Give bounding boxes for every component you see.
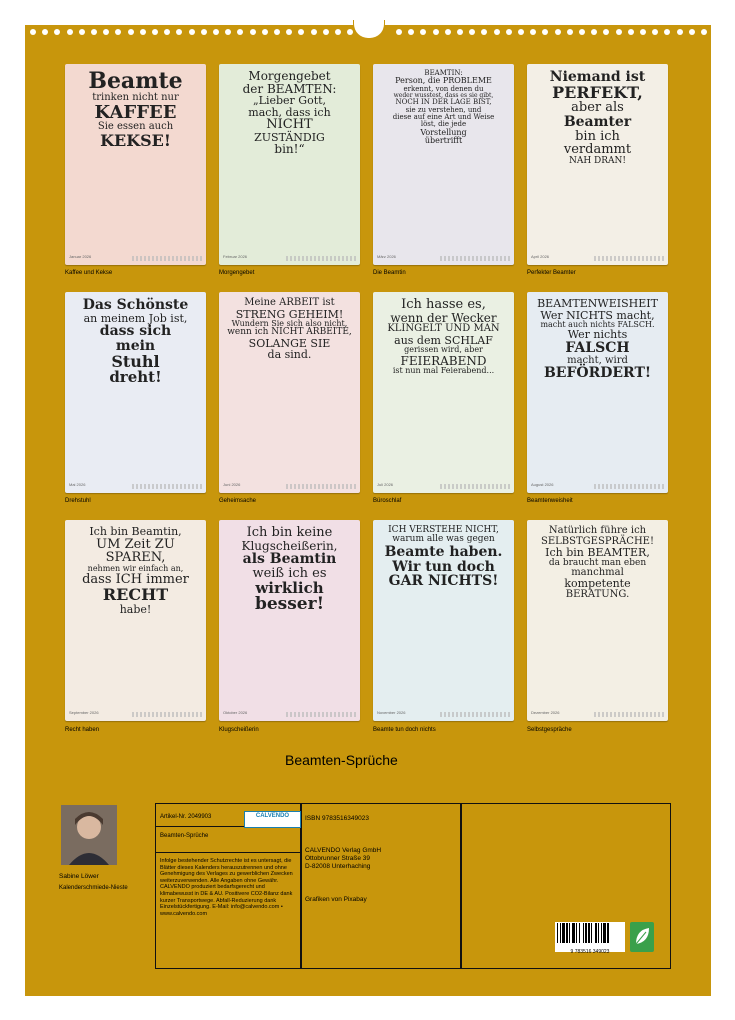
quote-text [373,64,514,265]
eco-leaf-icon [630,922,654,952]
month-caption: Beamtenweisheit [527,498,573,504]
binding-hole [542,29,548,35]
quote-line: Beamter [563,114,632,131]
quote-line: Beamte haben. [384,543,503,560]
binding-hole [128,29,134,35]
barcode-bar [598,923,599,943]
month-strip [377,482,510,490]
binding-hole [201,29,207,35]
barcode-bar [583,923,584,943]
binding-hole [408,29,414,35]
quote-text [219,520,360,721]
publisher-line-3: D-82008 Unterhaching [305,863,371,870]
quote-line: Vorstellung [420,127,467,137]
month-card [219,520,360,721]
binding-hole [335,29,341,35]
month-strip [223,710,356,718]
month-label: September 2026 [69,710,99,715]
binding-hole [67,29,73,35]
binding-hole [115,29,121,35]
quote-line: dreht! [109,368,162,387]
barcode-bar [607,923,609,943]
binding-hole [274,29,280,35]
quote-line: wenn der Wecker [390,310,497,325]
barcode-bar [585,923,587,943]
barcode-bar [603,923,606,943]
binding-hole [481,29,487,35]
month-strip [531,710,664,718]
quote-line: Ich hasse es, [401,297,486,312]
quote-line: STRENG GEHEIM! [235,307,344,321]
binding-hole [591,29,597,35]
month-label: April 2026 [531,254,550,259]
quote-line: besser! [254,594,325,615]
month-strip [531,254,664,262]
binding-hole [140,29,146,35]
month-card [373,64,514,265]
binding-hole [530,29,536,35]
quote-line: macht, wird [567,354,628,366]
quote-line: KAFFEE [94,101,177,123]
quote-line: erkennt, von denen du [403,84,484,93]
barcode-bar [566,923,568,943]
quote-line: bin!“ [274,142,305,157]
month-card [65,292,206,493]
binding-hole [176,29,182,35]
quote-line: manchmal [571,566,624,578]
binding-hole [237,29,243,35]
month-strip [223,482,356,490]
binding-hole [164,29,170,35]
quote-text [65,520,206,721]
quote-text [527,64,668,265]
barcode-bar [560,923,561,943]
quote-line: PERFEKT, [552,82,643,102]
binding-hole [347,29,353,35]
barcode-bar [562,923,565,943]
quote-line: SOLANGE SIE [248,336,331,350]
quote-line: NICHT [266,117,313,133]
binding-hole [420,29,426,35]
quote-text [65,64,206,265]
month-label: Mai 2026 [69,482,86,487]
month-caption: Perfekter Beamter [527,270,576,276]
quote-line: Das Schönste [82,297,189,313]
quote-line: macht auch nichts FALSCH. [540,320,655,330]
binding-hole [225,29,231,35]
binding-hole [664,29,670,35]
barcode: 9 783516 349023 [555,922,625,952]
quote-line: Natürlich führe ich [548,525,647,536]
quote-line: ICH VERSTEHE NICHT, [388,525,499,535]
barcode-bar [576,923,577,943]
month-label: Oktober 2026 [223,710,248,715]
quote-line: gerissen wird, aber [404,345,483,355]
binding-hole [701,29,707,35]
quote-line: an meinem Job ist, [83,311,188,325]
binding-hole [311,29,317,35]
quote-line: da sind. [267,348,312,362]
barcode-bar [595,923,597,943]
quote-line: dass sich [99,323,172,340]
binding-hole [79,29,85,35]
month-strip [69,710,202,718]
barcode-bar [601,923,602,943]
month-label: Februar 2026 [223,254,248,259]
quote-line: Ich bin Beamtin, [89,525,182,538]
quote-line: Ich bin keine [246,525,333,540]
month-label: März 2026 [377,254,396,259]
quote-line: als Beamtin [242,551,337,568]
product-name: Beamten-Sprüche [160,833,209,839]
quote-line: Sie essen auch [97,121,174,133]
month-card [65,520,206,721]
quote-line: da braucht man eben [548,557,647,568]
author-brand: Kalenderschmiede-Nieste [59,885,128,891]
binding-hole [91,29,97,35]
quote-line: löst, die jede [420,120,467,129]
month-caption: Die Beamtin [373,270,406,276]
binding-hole [494,29,500,35]
quote-line: weder wusstest, dass es sie gibt, [393,92,494,100]
legal-text: Infolge bestehender Schutzrechte ist es untersagt, die Blätter dieses Kalenders herauszutrennen und ohne Genehmigung des Verlages zu gewerblichen Zwecken weiterzuverwenden. Alle Angaben ohne Gewähr. CALVENDO produziert bedarfsgerecht und klimabewusst in DE & AU. Positivere CO2-Bilanz dank kurzer Transportwege. Abfall-Reduzierung dank Einzelstückfertigung. E-Mail: info@calvendo.com • www.calvendo.com [160,858,293,917]
quote-line: weiß ich es [252,565,327,581]
quote-line: Wer NICHTS macht, [540,308,655,322]
quote-line: kompetente [564,577,631,591]
quote-line: RECHT [102,584,169,604]
binding-hole [689,29,695,35]
month-strip [223,254,356,262]
quote-text [527,520,668,721]
binding-hole [457,29,463,35]
quote-line: wirklich [255,578,324,597]
quote-line: warum alle was gegen [392,534,495,545]
quote-line: NOCH IN DER LAGE BIST, [395,98,492,107]
quote-line: sie zu verstehen, und [405,105,482,114]
month-label: Juli 2026 [377,482,394,487]
quote-line: UM Zeit ZU SPAREN, [96,536,175,566]
month-card [373,292,514,493]
calvendo-logo: CALVENDO [244,811,301,828]
quote-line: „Lieber Gott, [252,94,327,108]
quote-line: KLINGELT UND MAN [387,323,500,335]
month-caption: Recht haben [65,727,100,733]
month-card [373,520,514,721]
binding-hole [152,29,158,35]
quote-text [65,292,206,493]
binding-hole [262,29,268,35]
binding-hole [555,29,561,35]
quote-text [373,520,514,721]
month-label: November 2026 [377,710,406,715]
month-strip [69,482,202,490]
binding-hole [628,29,634,35]
quote-line: habe! [119,602,152,616]
quote-line: Niemand ist [549,69,646,85]
binding-hole [250,29,256,35]
binding-hole [579,29,585,35]
binding-hole [640,29,646,35]
month-strip [377,710,510,718]
quote-line: Morgengebet [248,69,331,83]
month-caption: Kaffee und Kekse [65,270,113,276]
binding-hole [298,29,304,35]
quote-line: dass ICH immer [82,572,189,588]
quote-line: wenn ich NICHT ARBEITE, [227,327,352,338]
month-strip [377,254,510,262]
quote-line: trinken nicht nur [92,92,179,104]
quote-line: mein [115,337,156,354]
binding-hole [567,29,573,35]
quote-line: diese auf eine Art und Weise [392,113,495,122]
quote-line: verdammt [563,142,632,158]
quote-line: KEKSE! [100,130,171,150]
quote-line: BERATUNG. [565,589,630,601]
quote-text [527,292,668,493]
quote-line: NAH DRAN! [568,156,627,167]
quote-line: Wer nichts [567,328,628,342]
barcode-bar [579,923,580,943]
binding-hole [506,29,512,35]
barcode-bar [591,923,592,943]
quote-line: ist nun mal Feierabend... [392,366,495,376]
publisher-line-1: CALVENDO Verlag GmbH [305,847,382,854]
binding-hole [42,29,48,35]
article-number: Artikel-Nr. 2049903 [160,814,212,820]
quote-line: Person, die PROBLEME [395,76,492,86]
binding-hole [213,29,219,35]
quote-line: GAR NICHTS! [388,573,499,590]
binding-hole [433,29,439,35]
month-label: Dezember 2026 [531,710,560,715]
quote-line: ZUSTÄNDIG [254,130,325,144]
quote-line: aus dem SCHLAF [394,333,493,347]
binding-hole [396,29,402,35]
quote-line: FALSCH [565,340,630,357]
month-caption: Drehstuhl [65,498,91,504]
quote-line: bin ich [575,128,620,144]
month-caption: Beamte tun doch nichts [373,727,436,733]
month-card [219,292,360,493]
binding-hole [30,29,36,35]
barcode-bar [557,923,558,943]
barcode-bar [588,923,590,943]
quote-line: SELBSTGESPRÄCHE! [541,535,654,547]
quote-text [219,292,360,493]
binding-hole [103,29,109,35]
quote-text [373,292,514,493]
binding-hole [189,29,195,35]
quote-line: BEFÖRDERT! [543,365,652,382]
quote-line: BEAMTIN: [424,69,463,77]
quote-line: Meine ARBEIT ist [244,297,335,308]
month-caption: Geheimsache [219,498,257,504]
quote-line: Beamte [88,68,183,94]
month-card [65,64,206,265]
image-credits: Grafiken von Pixabay [305,896,367,903]
quote-line: Klugscheißerin, [241,538,338,553]
quote-line: der BEAMTEN: [242,81,337,96]
binding-hole [54,29,60,35]
month-strip [69,254,202,262]
quote-line: FEIERABEND [400,353,487,368]
calendar-title: Beamten-Sprüche [285,752,398,768]
quote-line: nehmen wir einfach an, [87,563,184,573]
quote-line: Wir tun doch [392,558,495,575]
binding-hole [323,29,329,35]
month-label: August 2026 [531,482,554,487]
binding-hole [616,29,622,35]
month-caption: Selbstgespräche [527,727,572,733]
binding-hole [445,29,451,35]
binding-hole [603,29,609,35]
month-card [527,520,668,721]
month-caption: Klugscheißerin [219,727,259,733]
month-card [219,64,360,265]
month-caption: Morgengebet [219,270,255,276]
quote-line: übertrifft [424,136,463,146]
binding-hole [677,29,683,35]
binding-hole [518,29,524,35]
author-photo [61,805,117,865]
barcode-bar [569,923,570,943]
month-caption: Büroschlaf [373,498,402,504]
quote-line: BEAMTENWEISHEIT [537,297,658,310]
month-card [527,64,668,265]
quote-line: aber als [571,100,624,116]
binding-hole [469,29,475,35]
isbn: ISBN 9783516349023 [305,815,369,822]
binding-hole [652,29,658,35]
binding-hole [286,29,292,35]
month-label: Juni 2026 [223,482,241,487]
publisher-line-2: Ottobrunner Straße 39 [305,855,371,862]
quote-line: Stuhl [111,351,160,371]
quote-text [219,64,360,265]
quote-line: Wundern Sie sich also nicht, [231,319,348,329]
month-strip [531,482,664,490]
month-card [527,292,668,493]
month-label: Januar 2026 [69,254,92,259]
author-name: Sabine Löwer [59,873,99,880]
quote-line: Ich bin BEAMTER, [545,546,650,559]
quote-line: mach, dass ich [248,105,331,119]
barcode-bar [572,923,575,943]
